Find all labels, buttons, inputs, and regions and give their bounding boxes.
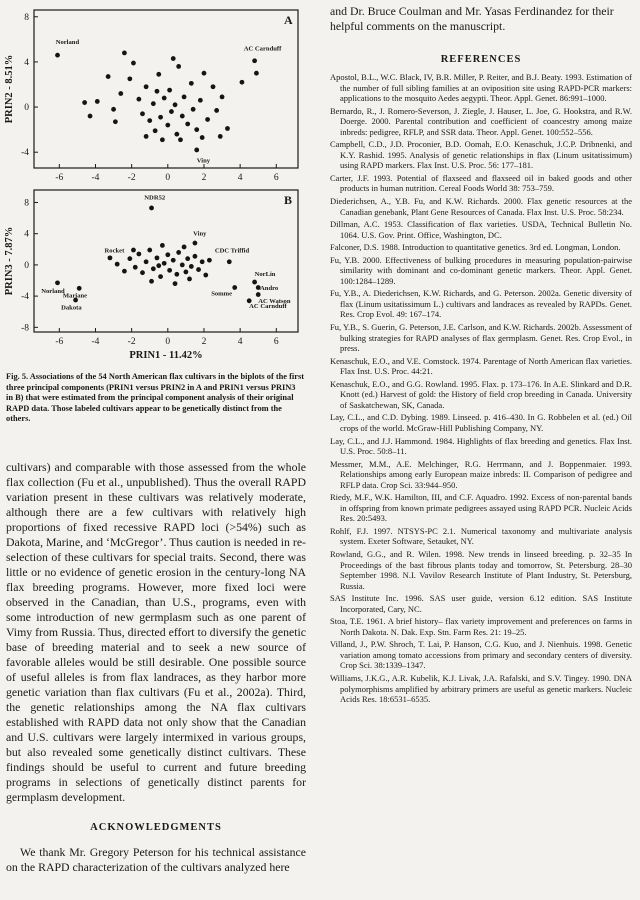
data-point: [173, 102, 178, 107]
data-point: [252, 280, 257, 285]
x-tick-label: -2: [127, 337, 136, 347]
data-point: [180, 114, 185, 119]
cultivar-label: Somme: [211, 290, 233, 298]
y-tick-label: 8: [24, 12, 29, 23]
cultivar-label: Norland: [55, 38, 80, 46]
data-point: [187, 277, 192, 282]
x-tick-label: -2: [127, 173, 136, 183]
data-point: [232, 285, 237, 290]
data-point: [82, 100, 87, 105]
data-point: [88, 114, 93, 119]
data-point: [140, 111, 145, 116]
data-point: [252, 58, 257, 63]
x-tick-label: 4: [237, 337, 243, 347]
reference-item: Carter, J.F. 1993. Potential of flaxseed and flaxseed oil in baked goods and other products in human nutrition. Cereal Foods World 38: 753–759.: [330, 172, 632, 194]
data-point: [211, 84, 216, 89]
data-point: [225, 126, 230, 131]
data-point: [193, 254, 198, 259]
data-point: [55, 53, 60, 58]
data-point: [156, 263, 161, 268]
acknowledgments-text: We thank Mr. Gregory Peterson for his technical assistance on the RAPD characterization of the cultivars analyzed here: [6, 845, 306, 874]
reference-item: Bernardo, R., J. Romero-Severson, J. Ziegle, J. Hauser, L. Joe, G. Hookstra, and R.W. Doerge. 2000. Parental contribution and coefficient of coancestry among maize inbreds: pedigree, RFLP, and SSR data. Theor. Appl. Genet. 100:552–556.: [330, 105, 632, 137]
plot-a-svg: [0, 4, 308, 186]
reference-item: Campbell, C.D., J.D. Proconier, B.D. Oomah, E.O. Kenaschuk, J.C.P. Dribnenki, and K.Y. Rashid. 1995. Analysis of genetic relationships in flax (Linum usitatissimum) using RAPD markers. Flax Inst. U.S. Proc. 56: 177–181.: [330, 139, 632, 171]
data-point: [160, 137, 165, 142]
data-point: [240, 80, 245, 85]
y-tick-label: -4: [21, 148, 29, 159]
panel-label: A: [284, 13, 293, 27]
reference-item: Diederichsen, A., Y.B. Fu, and K.W. Richards. 2000. Flax genetic resources at the Canadian genebank, Plant Gene Resources of Canada. Flax Inst. U.S. Proc. 58:234.: [330, 196, 632, 217]
data-point: [108, 255, 113, 260]
data-point: [95, 99, 100, 104]
data-point: [256, 292, 261, 297]
cultivar-label: CDC Triffid: [214, 247, 250, 255]
data-point: [144, 134, 149, 139]
reference-item: Apostol, B.L., W.C. Black, IV, B.R. Miller, P. Reiter, and B.J. Beaty. 1993. Estimation of the number of full sibling families at an oviposition site using RAPD-PCR markers: applications to the mosquito Aedes aegypti. Theor. Appl. Genet. 86:991–1000.: [330, 72, 633, 104]
data-point: [207, 258, 212, 263]
data-point: [202, 71, 207, 76]
data-point: [196, 267, 201, 272]
data-point: [153, 128, 158, 133]
x-tick-label: 0: [165, 337, 171, 347]
plot-frame: [34, 10, 298, 168]
cultivar-label: Norland: [41, 287, 65, 295]
data-point: [144, 84, 149, 89]
y-tick-label: 8: [24, 198, 29, 209]
data-point: [106, 74, 111, 79]
y-axis-label: PRIN2 - 8.51%: [4, 54, 15, 124]
data-point: [165, 252, 170, 257]
data-point: [173, 281, 178, 286]
data-point: [205, 117, 210, 122]
reference-item: Riedy, M.F., W.K. Hamilton, III, and C.F. Aquadro. 1992. Excess of non-parental bands in offspring from known primate pedigrees assayed using RAPD PCR. Nucleic Acids Res. 20:5493.: [330, 492, 632, 524]
data-point: [151, 266, 156, 271]
data-point: [122, 50, 127, 55]
cultivar-label: AC Carnduff: [249, 302, 287, 310]
x-tick-label: 6: [273, 337, 279, 347]
y-tick-label: 4: [24, 57, 29, 68]
cultivar-label: Viny: [193, 230, 207, 238]
data-point: [189, 81, 194, 86]
data-point: [185, 122, 190, 127]
data-point: [191, 107, 196, 112]
cultivar-label: Andro: [260, 284, 279, 292]
data-point: [198, 98, 203, 103]
x-tick-label: 4: [237, 173, 243, 183]
reference-item: Fu, Y.B., A. Diederichsen, K.W. Richards, and G. Peterson. 2002a. Genetic diversity of flax (Linum usitatissimum L.) cultivars and landraces as revealed by RAPDs. Genet. Res. Crop Evol. 49: 167–174.: [330, 288, 632, 320]
data-point: [115, 262, 120, 267]
data-point: [158, 115, 163, 120]
data-point: [136, 252, 141, 257]
data-point: [147, 118, 152, 123]
data-point: [185, 256, 190, 261]
x-tick-label: 2: [201, 173, 207, 183]
cultivar-label: Rocket: [104, 247, 125, 255]
data-point: [55, 280, 60, 285]
y-tick-label: 4: [24, 229, 29, 240]
data-point: [183, 270, 188, 275]
data-point: [77, 286, 82, 291]
reference-item: Lay, C.L., and C.D. Dybing. 1989. Linseed. p. 416–430. In G. Robbelen et al. (ed.) Oil crops of the world. McGraw-Hill Publishing Company, NY.: [330, 412, 632, 433]
reference-item: Rowland, G.G., and R. Wilen. 1998. New trends in linseed breeding. p. 32–35 In Proceedings of the bast fibrous plants today and tomorrow, St. Petersburg. 28–30 September 1998. N.I. Vavilov Research Institute of Plant Industry, St. Petersburg, Russia.: [330, 548, 632, 591]
data-point: [193, 241, 198, 246]
data-point: [171, 258, 176, 263]
x-tick-label: 0: [165, 173, 171, 183]
data-point: [155, 255, 160, 260]
reference-item: Rohlf, F.J. 1997. NTSYS-PC 2.1. Numerical taxonomy and multivariate analysis system. Exeter Software, Setauket, NY.: [330, 525, 632, 547]
cultivar-label: AC Carnduff: [243, 45, 282, 53]
data-point: [182, 245, 187, 250]
reference-item: Dillman, A.C. 1953. Classification of flax varieties. USDA, Technical Bulletin No. 1064. U.S. Gov. Print. Office, Washington, DC.: [330, 219, 632, 240]
data-point: [131, 61, 136, 66]
cultivar-label: AC Watson: [258, 298, 291, 306]
reference-item: Lay, C.L., and J.J. Hammond. 1984. Highlights of flax breeding and genetics. Flax Inst. U.S. Proc. 50:8–11.: [330, 435, 632, 457]
reference-item: Villand, J., P.W. Shroch, T. Lai, P. Hanson, C.G. Kuo, and J. Nienhuis. 1998. Genetic variation among tomato accessions from primary and secondary centers of diversity. Crop Sci. 38:1339–1347.: [330, 639, 632, 671]
data-point: [165, 123, 170, 128]
data-point: [220, 95, 225, 100]
data-point: [200, 259, 205, 264]
data-point: [158, 274, 163, 279]
x-tick-label: -6: [55, 173, 64, 183]
data-point: [174, 272, 179, 277]
y-tick-label: -4: [21, 292, 29, 303]
data-point: [149, 206, 154, 211]
figure-caption: Fig. 5. Associations of the 54 North American flax cultivars in the biplots of the first three principal components (PRIN1 versus PRIN2 in A and PRIN1 versus PRIN3 in B) that were estimated from the principal component analysis of their original RAPD data. Those labeled cultivars appear to be genetically distinct from the others.: [6, 372, 304, 424]
data-point: [113, 119, 118, 124]
y-tick-label: 0: [24, 103, 29, 114]
data-point: [194, 127, 199, 132]
data-point: [171, 56, 176, 61]
data-point: [127, 256, 132, 261]
panel-label: B: [284, 193, 293, 207]
data-point: [176, 64, 181, 69]
reference-item: Fu, Y.B., S. Guerin, G. Peterson, J.E. Carlson, and K.W. Richards. 2002b. Assessment of bulking strategies for RAPD analyses of flax germplasm. Genet. Res. Crop Evol., in press.: [330, 322, 632, 354]
data-point: [227, 259, 232, 264]
data-point: [180, 263, 185, 268]
plot-b: [0, 186, 308, 370]
data-point: [131, 248, 136, 253]
data-point: [182, 95, 187, 100]
plot-a: [0, 4, 308, 186]
data-point: [167, 88, 172, 93]
data-point: [203, 273, 208, 278]
data-point: [162, 261, 167, 266]
acknowledgments-heading: ACKNOWLEDGMENTS: [90, 822, 222, 833]
data-point: [122, 269, 127, 274]
data-point: [218, 134, 223, 139]
y-tick-label: -8: [21, 323, 29, 334]
reference-item: Kenaschuk, E.O., and V.E. Comstock. 1974. Parentage of North American flax varieties. Flax Inst. U.S. Proc. 44:21.: [330, 355, 632, 377]
data-point: [144, 259, 149, 264]
cultivar-label: NorLin: [254, 270, 276, 278]
data-point: [162, 96, 167, 101]
data-point: [133, 265, 138, 270]
body-paragraph: cultivars) and comparable with those assessed from the whole flax collection (Fu et al., unpublished). Thus the overall RAPD variation present in these cultivars was relatively moderate, although there are a few cultivars with relatively high proportions of fixed recessive RAPD loci (>54%) such as Dakota, Marine, and ‘McGregor’. Thus caution is needed in re-selection of these cultivars for special traits. Second, there was little or no evidence of genetic erosion in the century-long NA flax breeding programs. However, more fixed loci were observed in the Canadian, than U.S., programs, even with some introduction of new germplasm such as one parent of Vimy from Russia. Thus, directed effort to diversify the genetic base of breeding material and to seek a new source of favorable alleles would be still desirable. One possible source of useful alleles is from flax landraces, as they harbor more genetic variation than flax cultivars (Fu et al., 2002a). Third, the genetic relationships among the NA flax cultivars established with RAPD data not only show that the Canadian and U.S. cultivars were largely intermixed in various groups, but also revealed some genetically distinct cultivars. These findings should be useful to current and future breeding programs in selections of genetically distinct parents for germplasm development.: [6, 460, 306, 804]
data-point: [151, 101, 156, 106]
x-tick-label: 2: [201, 337, 207, 347]
data-point: [155, 89, 160, 94]
data-point: [194, 148, 199, 153]
data-point: [178, 137, 183, 142]
y-axis-label: PRIN3 - 7.87%: [4, 226, 15, 296]
data-point: [214, 108, 219, 113]
data-point: [140, 270, 145, 275]
x-axis-label: PRIN1 - 11.42%: [129, 350, 203, 361]
x-tick-label: 6: [273, 173, 279, 183]
cultivar-label: NDR52: [144, 194, 166, 202]
x-tick-label: -6: [55, 337, 64, 347]
reference-item: Williams, J.K.G., A.R. Kubelik, K.J. Livak, J.A. Rafalski, and S.V. Tingey. 1990. DNA polymorphisms amplified by arbitrary primers are useful as genetic markers. Nucleic Acids Res. 18:6531–6535.: [330, 672, 632, 705]
reference-item: Messmer, M.M., A.E. Melchinger, R.G. Herrmann, and J. Boppenmaier. 1993. Relationships among early European maize inbreds: II. Comparison of pedigree and RFLP data. Crop Sci. 33:944–950.: [330, 458, 632, 490]
data-point: [174, 132, 179, 137]
plot-b-svg: [0, 186, 308, 370]
data-point: [167, 268, 172, 273]
x-tick-label: -4: [91, 337, 100, 347]
reference-item: Kenaschuk, E.O., and G.G. Rowland. 1995. Flax. p. 173–176. In A.E. Slinkard and D.R. Knott (ed.) Harvest of gold: the History of field crop breeding in Canada. University of Saskatchewan, SK, Canada.: [330, 378, 632, 410]
data-point: [254, 71, 259, 76]
data-point: [160, 243, 165, 248]
reference-item: Falconer, D.S. 1988. Introduction to quantitative genetics. 3rd ed. Longman, London.: [330, 242, 621, 253]
data-point: [136, 97, 141, 102]
reference-item: Fu, Y.B. 2000. Effectiveness of bulking procedures in measuring population-pairwise similarity with dominant and co-dominant genetic markers. Theor. Appl. Genet. 100:1284–1289.: [330, 254, 632, 286]
data-point: [189, 264, 194, 269]
cultivar-label: Dakota: [61, 304, 82, 312]
references-list: [330, 72, 632, 707]
acknowledgments-continued: and Dr. Bruce Coulman and Mr. Yasas Ferdinandez for their helpful comments on the manuscript.: [330, 4, 614, 33]
data-point: [149, 279, 154, 284]
data-point: [127, 76, 132, 81]
data-point: [176, 250, 181, 255]
data-point: [169, 109, 174, 114]
data-point: [111, 107, 116, 112]
data-point: [156, 72, 161, 77]
data-point: [118, 91, 123, 96]
x-tick-label: -4: [91, 173, 100, 183]
data-point: [147, 248, 152, 253]
cultivar-label: Viny: [196, 157, 211, 165]
reference-item: SAS Institute Inc. 1996. SAS user guide, version 6.12 edition. SAS Institute Incorporated, Cary, NC.: [330, 593, 632, 614]
reference-item: Stoa, T.E. 1961. A brief history– flax variety improvement and preferences on farms in North Dakota. N. Dak. Exp. Stn. Farm Res. 21: 19–25.: [330, 616, 632, 637]
cultivar-label: Mariane: [62, 292, 88, 300]
references-heading: REFERENCES: [440, 54, 522, 65]
data-point: [200, 135, 205, 140]
y-tick-label: 0: [24, 260, 29, 271]
